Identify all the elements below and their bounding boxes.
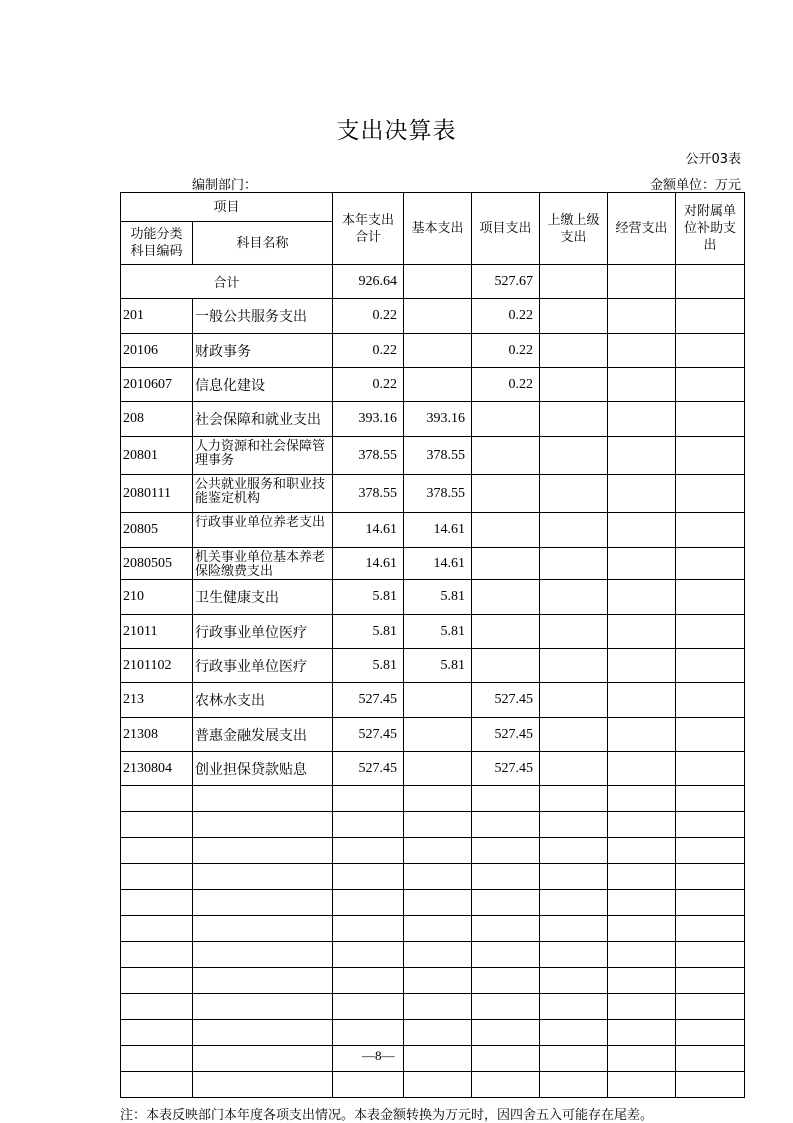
row-business: [608, 299, 676, 334]
empty-cell: [608, 864, 676, 890]
table-row: [121, 683, 745, 718]
row-subsidy: [676, 615, 745, 649]
empty-cell: [121, 942, 193, 968]
row-name: 人力资源和社会保障管理事务: [193, 437, 333, 475]
empty-cell: [333, 890, 404, 916]
empty-cell: [193, 994, 333, 1020]
empty-cell: [121, 890, 193, 916]
row-total: 5.81: [333, 580, 404, 615]
empty-cell: [540, 968, 608, 994]
row-name: 信息化建设: [193, 368, 333, 402]
empty-cell: [608, 916, 676, 942]
empty-cell: [193, 916, 333, 942]
empty-cell: [193, 812, 333, 838]
row-code: 2080505: [121, 548, 193, 580]
empty-cell: [404, 890, 472, 916]
row-total: 527.45: [333, 752, 404, 786]
row-name: 公共就业服务和职业技能鉴定机构: [193, 475, 333, 513]
empty-cell: [608, 942, 676, 968]
empty-cell: [193, 864, 333, 890]
row-project: [472, 649, 540, 683]
empty-cell: [193, 1046, 333, 1072]
row-business: [608, 402, 676, 437]
empty-cell: [333, 786, 404, 812]
row-code: 21011: [121, 615, 193, 649]
row-project: [472, 475, 540, 513]
row-code: 2130804: [121, 752, 193, 786]
row-upper: [540, 334, 608, 368]
total-basic: [404, 265, 472, 299]
row-basic: 378.55: [404, 437, 472, 475]
empty-cell: [404, 786, 472, 812]
empty-cell: [333, 838, 404, 864]
empty-cell: [404, 812, 472, 838]
row-basic: 5.81: [404, 615, 472, 649]
row-upper: [540, 513, 608, 548]
empty-cell: [121, 838, 193, 864]
table-row: [121, 334, 745, 368]
row-total: 5.81: [333, 615, 404, 649]
row-code: 208: [121, 402, 193, 437]
empty-cell: [676, 864, 745, 890]
empty-row: [121, 916, 745, 942]
row-upper: [540, 475, 608, 513]
empty-cell: [333, 994, 404, 1020]
empty-cell: [193, 1020, 333, 1046]
header-upper: 上缴上级支出: [540, 193, 608, 265]
row-subsidy: [676, 548, 745, 580]
empty-cell: [121, 864, 193, 890]
empty-cell: [333, 942, 404, 968]
empty-cell: [333, 812, 404, 838]
row-code: 21308: [121, 718, 193, 752]
header-total: 本年支出合计: [333, 193, 404, 265]
row-name: 卫生健康支出: [193, 580, 333, 615]
empty-cell: [333, 864, 404, 890]
row-upper: [540, 402, 608, 437]
row-subsidy: [676, 580, 745, 615]
table-row: [121, 368, 745, 402]
row-name: 行政事业单位养老支出: [193, 513, 333, 548]
empty-cell: [676, 838, 745, 864]
department-label: 编制部门：: [192, 178, 258, 193]
row-upper: [540, 299, 608, 334]
row-subsidy: [676, 683, 745, 718]
row-basic: [404, 299, 472, 334]
row-name: 创业担保贷款贴息: [193, 752, 333, 786]
row-basic: [404, 368, 472, 402]
header-subsidy: 对附属单位补助支出: [676, 193, 745, 265]
row-upper: [540, 752, 608, 786]
row-subsidy: [676, 334, 745, 368]
empty-cell: [540, 812, 608, 838]
row-code: 201: [121, 299, 193, 334]
empty-cell: [472, 942, 540, 968]
row-upper: [540, 649, 608, 683]
page-title: 支出决算表: [336, 118, 457, 144]
empty-cell: [540, 864, 608, 890]
row-subsidy: [676, 475, 745, 513]
page-number: —8—: [362, 1048, 395, 1063]
row-basic: [404, 334, 472, 368]
empty-cell: [676, 994, 745, 1020]
total-amount: 926.64: [333, 265, 404, 299]
row-basic: 5.81: [404, 649, 472, 683]
row-business: [608, 548, 676, 580]
row-total: 378.55: [333, 475, 404, 513]
row-subsidy: [676, 649, 745, 683]
empty-cell: [472, 890, 540, 916]
empty-cell: [404, 864, 472, 890]
empty-cell: [121, 916, 193, 942]
row-total: 527.45: [333, 718, 404, 752]
empty-cell: [193, 968, 333, 994]
row-project: [472, 615, 540, 649]
row-upper: [540, 548, 608, 580]
row-business: [608, 475, 676, 513]
empty-row: [121, 838, 745, 864]
empty-cell: [472, 968, 540, 994]
row-business: [608, 437, 676, 475]
empty-cell: [676, 786, 745, 812]
row-subsidy: [676, 437, 745, 475]
empty-cell: [404, 838, 472, 864]
empty-cell: [608, 838, 676, 864]
row-business: [608, 649, 676, 683]
empty-cell: [676, 942, 745, 968]
row-business: [608, 580, 676, 615]
row-total: 14.61: [333, 513, 404, 548]
empty-cell: [193, 942, 333, 968]
empty-cell: [193, 1072, 333, 1098]
row-project: [472, 402, 540, 437]
row-subsidy: [676, 402, 745, 437]
row-project: [472, 548, 540, 580]
empty-cell: [540, 838, 608, 864]
empty-row: [121, 994, 745, 1020]
total-subsidy: [676, 265, 745, 299]
row-upper: [540, 368, 608, 402]
empty-cell: [404, 1072, 472, 1098]
row-name: 机关事业单位基本养老保险缴费支出: [193, 548, 333, 580]
empty-cell: [472, 1046, 540, 1072]
row-business: [608, 513, 676, 548]
table-row: [121, 548, 745, 580]
empty-cell: [404, 994, 472, 1020]
row-total: 14.61: [333, 548, 404, 580]
row-code: 213: [121, 683, 193, 718]
empty-row: [121, 812, 745, 838]
empty-cell: [540, 890, 608, 916]
row-code: 20805: [121, 513, 193, 548]
row-project: [472, 580, 540, 615]
row-basic: 378.55: [404, 475, 472, 513]
table-row: [121, 475, 745, 513]
form-number: 公开03表: [685, 152, 741, 167]
row-basic: 14.61: [404, 513, 472, 548]
total-row: [121, 265, 745, 299]
row-code: 2010607: [121, 368, 193, 402]
empty-cell: [540, 1072, 608, 1098]
row-code: 20801: [121, 437, 193, 475]
row-business: [608, 718, 676, 752]
empty-cell: [608, 1072, 676, 1098]
empty-cell: [472, 838, 540, 864]
empty-cell: [404, 916, 472, 942]
row-name: 一般公共服务支出: [193, 299, 333, 334]
table-row: [121, 437, 745, 475]
empty-cell: [404, 1020, 472, 1046]
row-business: [608, 334, 676, 368]
row-subsidy: [676, 299, 745, 334]
empty-cell: [472, 1072, 540, 1098]
empty-cell: [404, 942, 472, 968]
row-business: [608, 752, 676, 786]
total-business: [608, 265, 676, 299]
empty-cell: [472, 812, 540, 838]
empty-cell: [333, 1072, 404, 1098]
empty-cell: [193, 838, 333, 864]
empty-cell: [333, 916, 404, 942]
empty-cell: [121, 1072, 193, 1098]
empty-row: [121, 786, 745, 812]
empty-cell: [121, 968, 193, 994]
empty-cell: [676, 1072, 745, 1098]
table-row: [121, 513, 745, 548]
empty-cell: [121, 1046, 193, 1072]
empty-row: [121, 942, 745, 968]
empty-cell: [193, 890, 333, 916]
row-business: [608, 683, 676, 718]
empty-cell: [333, 1020, 404, 1046]
empty-cell: [540, 786, 608, 812]
header-basic: 基本支出: [404, 193, 472, 265]
row-subsidy: [676, 752, 745, 786]
row-total: 5.81: [333, 649, 404, 683]
row-upper: [540, 683, 608, 718]
empty-cell: [676, 812, 745, 838]
row-name: 行政事业单位医疗: [193, 649, 333, 683]
empty-cell: [608, 786, 676, 812]
empty-cell: [608, 1046, 676, 1072]
total-project: 527.67: [472, 265, 540, 299]
row-basic: 393.16: [404, 402, 472, 437]
row-project: [472, 513, 540, 548]
header-name: 科目名称: [193, 222, 333, 265]
empty-cell: [472, 916, 540, 942]
table-row: [121, 580, 745, 615]
empty-cell: [608, 968, 676, 994]
empty-cell: [472, 786, 540, 812]
unit-label: 金额单位：万元: [649, 178, 741, 193]
expenditure-table: [120, 192, 745, 1098]
row-subsidy: [676, 368, 745, 402]
row-code: 2101102: [121, 649, 193, 683]
empty-cell: [676, 1046, 745, 1072]
empty-cell: [193, 786, 333, 812]
row-total: 393.16: [333, 402, 404, 437]
empty-cell: [472, 864, 540, 890]
empty-row: [121, 1020, 745, 1046]
row-name: 普惠金融发展支出: [193, 718, 333, 752]
row-basic: [404, 718, 472, 752]
row-name: 行政事业单位医疗: [193, 615, 333, 649]
empty-cell: [121, 1020, 193, 1046]
empty-cell: [676, 916, 745, 942]
row-total: 0.22: [333, 299, 404, 334]
empty-cell: [121, 786, 193, 812]
total-label: 合计: [121, 265, 333, 299]
empty-cell: [540, 994, 608, 1020]
empty-row: [121, 1046, 745, 1072]
row-basic: [404, 752, 472, 786]
row-upper: [540, 615, 608, 649]
table-row: [121, 752, 745, 786]
empty-row: [121, 1072, 745, 1098]
row-project: 0.22: [472, 368, 540, 402]
row-basic: 14.61: [404, 548, 472, 580]
empty-cell: [404, 1046, 472, 1072]
empty-row: [121, 968, 745, 994]
footnote: 注：本表反映部门本年度各项支出情况。本表金额转换为万元时，因四舍五入可能存在尾差。: [120, 1108, 654, 1123]
table-row: [121, 718, 745, 752]
empty-cell: [676, 890, 745, 916]
row-subsidy: [676, 718, 745, 752]
total-upper: [540, 265, 608, 299]
header-project: 项目支出: [472, 193, 540, 265]
row-business: [608, 368, 676, 402]
row-name: 农林水支出: [193, 683, 333, 718]
empty-cell: [540, 942, 608, 968]
row-business: [608, 615, 676, 649]
empty-row: [121, 864, 745, 890]
row-total: 0.22: [333, 368, 404, 402]
empty-cell: [608, 812, 676, 838]
empty-cell: [121, 994, 193, 1020]
row-project: [472, 437, 540, 475]
row-total: 378.55: [333, 437, 404, 475]
empty-cell: [121, 812, 193, 838]
empty-cell: [540, 916, 608, 942]
empty-cell: [472, 994, 540, 1020]
row-project: 0.22: [472, 299, 540, 334]
header-code: 功能分类科目编码: [121, 222, 193, 265]
empty-cell: [404, 968, 472, 994]
empty-cell: [676, 1020, 745, 1046]
empty-cell: [540, 1020, 608, 1046]
row-basic: 5.81: [404, 580, 472, 615]
empty-cell: [540, 1046, 608, 1072]
table-row: [121, 402, 745, 437]
row-project: 0.22: [472, 334, 540, 368]
row-subsidy: [676, 513, 745, 548]
row-code: 20106: [121, 334, 193, 368]
empty-cell: [333, 968, 404, 994]
header-business: 经营支出: [608, 193, 676, 265]
empty-row: [121, 890, 745, 916]
empty-cell: [472, 1020, 540, 1046]
row-project: 527.45: [472, 683, 540, 718]
empty-cell: [676, 968, 745, 994]
row-total: 0.22: [333, 334, 404, 368]
row-total: 527.45: [333, 683, 404, 718]
row-upper: [540, 437, 608, 475]
empty-cell: [608, 890, 676, 916]
row-upper: [540, 718, 608, 752]
row-upper: [540, 580, 608, 615]
empty-cell: [608, 1020, 676, 1046]
header-item: 项目: [121, 193, 333, 222]
row-project: 527.45: [472, 718, 540, 752]
row-code: 210: [121, 580, 193, 615]
row-basic: [404, 683, 472, 718]
row-code: 2080111: [121, 475, 193, 513]
table-row: [121, 649, 745, 683]
table-row: [121, 615, 745, 649]
row-project: 527.45: [472, 752, 540, 786]
empty-cell: [608, 994, 676, 1020]
table-row: [121, 299, 745, 334]
row-name: 社会保障和就业支出: [193, 402, 333, 437]
row-name: 财政事务: [193, 334, 333, 368]
